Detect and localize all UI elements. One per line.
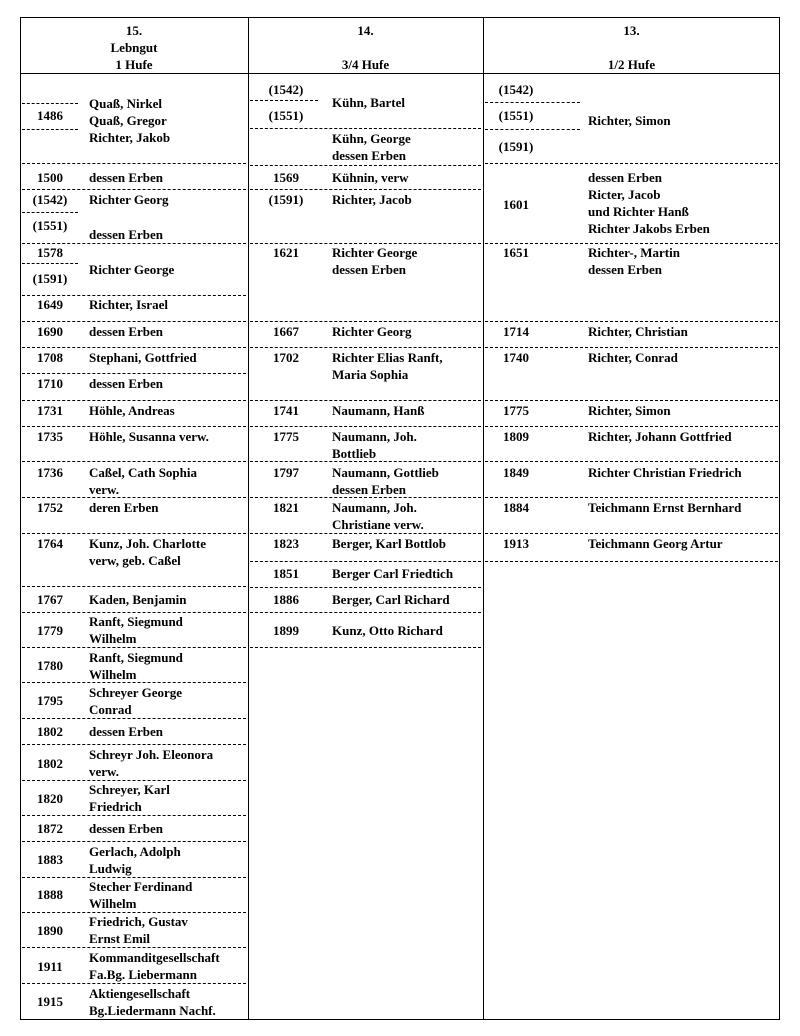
- row-separator: [22, 461, 246, 462]
- row-separator: [250, 497, 481, 498]
- entry-name: Naumann, Joh. Christiane verw.: [332, 500, 424, 532]
- row-separator: [485, 533, 778, 534]
- row-separator: [22, 321, 246, 322]
- entry-year: 1702: [273, 350, 299, 365]
- entry-name: Richter Georg: [89, 192, 169, 207]
- entry-name: Teichmann Georg Artur: [588, 536, 723, 551]
- entry-name: Richter, Conrad: [588, 350, 678, 365]
- row-separator: [250, 561, 481, 562]
- row-separator: [485, 321, 778, 322]
- entry-year: 1915: [37, 994, 63, 1009]
- entry-year: (1551): [268, 108, 304, 123]
- entry-name: Quaß, Nirkel Quaß, Gregor Richter, Jakob: [89, 96, 171, 145]
- row-separator: [22, 263, 78, 264]
- row-separator: [485, 497, 778, 498]
- row-separator: [485, 400, 778, 401]
- row-separator: [22, 744, 246, 745]
- row-separator: [485, 426, 778, 427]
- entry-year: 1899: [273, 623, 299, 638]
- row-separator: [250, 400, 481, 401]
- entry-name: Richter George dessen Erben: [332, 245, 418, 277]
- row-separator: [250, 347, 481, 348]
- entry-year: (1591): [268, 192, 304, 207]
- entry-year: (1591): [32, 271, 68, 286]
- entry-year: 1569: [273, 170, 299, 185]
- entry-year: 1690: [37, 324, 63, 339]
- row-separator: [22, 647, 246, 648]
- column-header-13: [483, 22, 780, 73]
- column-subtitle: [248, 39, 483, 56]
- column-subtitle: [483, 39, 780, 56]
- row-separator: [250, 587, 481, 588]
- entry-year: (1591): [498, 139, 534, 154]
- row-separator: [22, 103, 78, 104]
- entry-name: dessen Erben: [89, 324, 164, 339]
- entry-year: 1741: [273, 403, 299, 418]
- header-divider: [20, 73, 780, 74]
- entry-name: Richter-, Martin dessen Erben: [588, 245, 680, 277]
- entry-name: Höhle, Andreas: [89, 403, 175, 418]
- entry-year: 1802: [37, 756, 63, 771]
- entry-year: 1731: [37, 403, 63, 418]
- row-separator: [485, 461, 778, 462]
- row-separator: [22, 947, 246, 948]
- entry-name: Richter, Israel: [89, 297, 168, 312]
- entry-year: 1886: [273, 592, 299, 607]
- row-separator: [22, 163, 246, 164]
- entry-name: Richter, Christian: [588, 324, 688, 339]
- column-size: 1 Hufe: [115, 57, 153, 72]
- column-header-15: [20, 22, 248, 73]
- entry-year: 1802: [37, 724, 63, 739]
- row-separator: [485, 347, 778, 348]
- entry-name: Kunz, Otto Richard: [332, 623, 443, 638]
- entry-name: Kommanditgesellschaft Fa.Bg. Liebermann: [89, 950, 220, 982]
- entry-year: 1740: [503, 350, 529, 365]
- entry-name: Aktiengesellschaft Bg.Liedermann Nachf.: [89, 986, 216, 1018]
- entry-name: Höhle, Susanna verw.: [89, 429, 209, 444]
- entry-name: deren Erben: [89, 500, 159, 515]
- row-separator: [250, 100, 318, 101]
- entry-year: 1667: [273, 324, 299, 339]
- entry-name: Naumann, Joh. Bottlieb: [332, 429, 417, 461]
- entry-year: 1775: [273, 429, 299, 444]
- row-separator: [22, 212, 78, 213]
- entry-year: 1651: [503, 245, 529, 260]
- row-separator: [250, 461, 481, 462]
- entry-year: 1890: [37, 923, 63, 938]
- entry-name: Kaden, Benjamin: [89, 592, 187, 607]
- entry-year: 1851: [273, 566, 299, 581]
- entry-year: (1542): [268, 82, 304, 97]
- entry-year: 1797: [273, 465, 299, 480]
- entry-name: Schreyr Joh. Eleonora verw.: [89, 747, 214, 779]
- entry-year: (1542): [498, 82, 534, 97]
- entry-year: (1542): [32, 192, 68, 207]
- entry-name: Richter George: [89, 262, 175, 277]
- entry-name: Richter, Simon: [588, 403, 671, 418]
- entry-year: 1872: [37, 821, 63, 836]
- entry-name: Schreyer George Conrad: [89, 685, 183, 717]
- row-separator: [250, 426, 481, 427]
- entry-year: 1775: [503, 403, 529, 418]
- entry-name: Kühn, Bartel: [332, 95, 405, 110]
- row-separator: [22, 373, 246, 374]
- row-separator: [22, 841, 246, 842]
- entry-year: 1621: [273, 245, 299, 260]
- column-number: 13.: [623, 23, 640, 38]
- entry-name: Kunz, Joh. Charlotte verw, geb. Caßel: [89, 536, 206, 568]
- entry-name: Friedrich, Gustav Ernst Emil: [89, 914, 188, 946]
- row-separator: [485, 129, 580, 130]
- row-separator: [485, 561, 778, 562]
- row-separator: [22, 533, 246, 534]
- row-separator: [250, 647, 481, 648]
- entry-year: 1767: [37, 592, 63, 607]
- entry-year: 1779: [37, 623, 63, 638]
- row-separator: [22, 815, 246, 816]
- entry-name: Richter, Simon: [588, 113, 671, 128]
- entry-year: 1500: [37, 170, 63, 185]
- entry-year: 1752: [37, 500, 63, 515]
- row-separator: [22, 586, 246, 587]
- entry-name: dessen Erben: [89, 724, 164, 739]
- row-separator: [250, 533, 481, 534]
- row-separator: [485, 102, 580, 103]
- entry-name: Stephani, Gottfried: [89, 350, 197, 365]
- column-size: 3/4 Hufe: [341, 57, 390, 72]
- entry-year: 1486: [37, 108, 63, 123]
- entry-year: 1735: [37, 429, 63, 444]
- row-separator: [22, 718, 246, 719]
- column-number: 15.: [125, 23, 143, 38]
- row-separator: [22, 129, 78, 130]
- row-separator: [250, 189, 481, 190]
- column-size: 1/2 Hufe: [607, 57, 656, 72]
- entry-name: Gerlach, Adolph Ludwig: [89, 844, 181, 876]
- entry-year: 1649: [37, 297, 63, 312]
- row-separator: [22, 426, 246, 427]
- column-subtitle: Lebngut: [110, 40, 158, 55]
- entry-name: Berger, Karl Bottlob: [332, 536, 446, 551]
- entry-year: 1714: [503, 324, 529, 339]
- entry-year: 1578: [37, 245, 63, 260]
- row-separator: [22, 497, 246, 498]
- entry-name: Richter, Jacob: [332, 192, 412, 207]
- column-header-14: [248, 22, 483, 73]
- entry-name: Kühnin, verw: [332, 170, 409, 185]
- entry-year: 1736: [37, 465, 63, 480]
- entry-year: 1884: [503, 500, 529, 515]
- entry-year: 1911: [37, 959, 63, 974]
- column-divider: [483, 17, 484, 1020]
- entry-name: Richter, Johann Gottfried: [588, 429, 732, 444]
- entry-name: dessen Erben Ricter, Jacob und Richter Hanß Richter Jakobs Erben: [588, 170, 710, 236]
- entry-year: 1823: [273, 536, 299, 551]
- row-separator: [22, 983, 246, 984]
- entry-name: Richter Georg: [332, 324, 412, 339]
- row-separator: [250, 128, 481, 129]
- entry-year: 1710: [37, 376, 63, 391]
- entry-year: 1820: [37, 791, 63, 806]
- entry-name: Stecher Ferdinand Wilhelm: [89, 879, 193, 911]
- column-divider: [248, 17, 249, 1020]
- row-separator: [485, 163, 778, 164]
- entry-name: Caßel, Cath Sophia verw.: [89, 465, 197, 497]
- entry-year: 1888: [37, 887, 63, 902]
- entry-year: 1913: [503, 536, 529, 551]
- entry-name: dessen Erben: [89, 227, 164, 242]
- entry-year: 1764: [37, 536, 63, 551]
- entry-name: Teichmann Ernst Bernhard: [588, 500, 742, 515]
- entry-name: Berger Carl Friedtich: [332, 566, 454, 581]
- row-separator: [22, 682, 246, 683]
- entry-name: Ranft, Siegmund Wilhelm: [89, 650, 183, 682]
- entry-name: dessen Erben: [89, 170, 164, 185]
- entry-name: Naumann, Hanß: [332, 403, 425, 418]
- entry-name: Ranft, Siegmund Wilhelm: [89, 614, 183, 646]
- row-separator: [22, 347, 246, 348]
- entry-name: Berger, Carl Richard: [332, 592, 450, 607]
- entry-year: 1849: [503, 465, 529, 480]
- entry-year: 1601: [503, 197, 529, 212]
- row-separator: [250, 165, 481, 166]
- entry-name: Kühn, George dessen Erben: [332, 131, 411, 163]
- entry-name: dessen Erben: [89, 821, 164, 836]
- row-separator: [250, 321, 481, 322]
- entry-name: Richter Elias Ranft, Maria Sophia: [332, 350, 443, 382]
- row-separator: [22, 400, 246, 401]
- row-separator: [22, 189, 246, 190]
- entry-name: Schreyer, Karl Friedrich: [89, 782, 170, 814]
- column-number: 14.: [357, 23, 374, 38]
- entry-year: 1809: [503, 429, 529, 444]
- entry-year: 1821: [273, 500, 299, 515]
- entry-name: dessen Erben: [89, 376, 164, 391]
- entry-year: 1883: [37, 852, 63, 867]
- entry-name: Richter Christian Friedrich: [588, 465, 742, 480]
- entry-year: 1795: [37, 693, 63, 708]
- entry-year: 1708: [37, 350, 63, 365]
- entry-year: (1551): [498, 108, 534, 123]
- entry-name: Naumann, Gottlieb dessen Erben: [332, 465, 439, 497]
- entry-year: (1551): [32, 218, 68, 233]
- row-separator: [250, 612, 481, 613]
- entry-year: 1780: [37, 658, 63, 673]
